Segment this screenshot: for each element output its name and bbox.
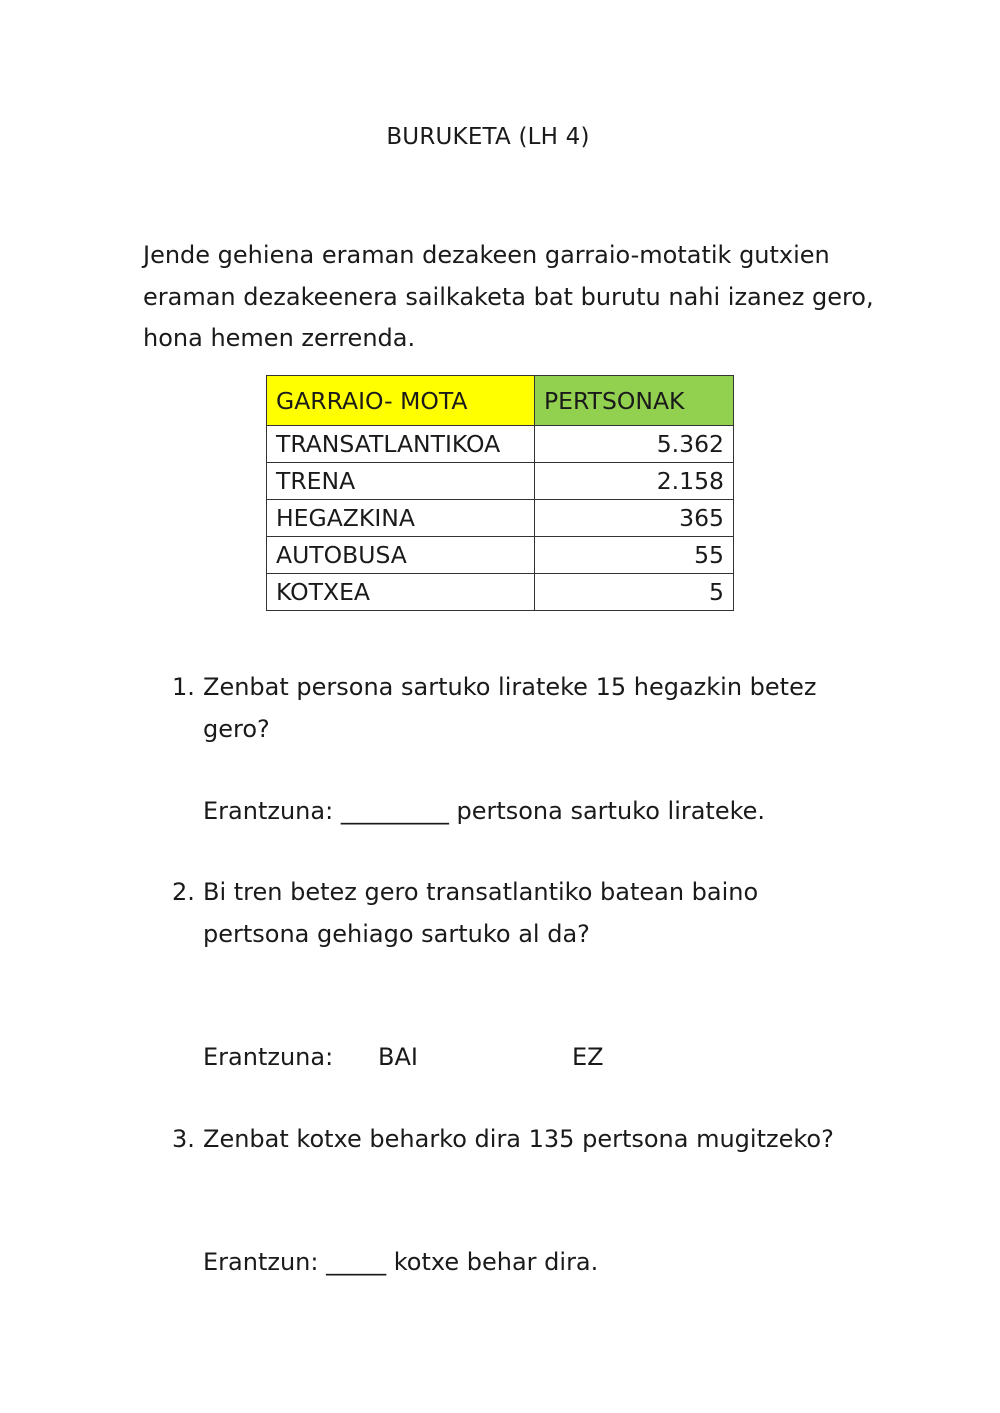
question-line: gero? [203,714,270,743]
cell-pertsonak [535,463,734,500]
answer-blank[interactable]: _________ [340,797,449,825]
page-title: BURUKETA (LH 4) [386,124,590,150]
table-row [267,574,734,611]
table-row [267,463,734,500]
intro-paragraph [143,235,883,360]
question-text [203,667,872,750]
question-3 [172,1119,872,1161]
cell-mota: KOTXEA [267,574,535,611]
question-line: Zenbat persona sartuko lirateke 15 hegazkin betez [203,673,817,701]
cell-pertsonak [535,574,734,611]
answer-1 [203,794,765,828]
answer-2 [203,1040,604,1074]
intro-line: Jende gehiena eraman dezakeen garraio-motatik gutxien [143,241,830,269]
answer-3 [203,1245,598,1279]
cell-mota: TRENA [267,463,535,500]
table-row [267,426,734,463]
option-bai[interactable]: BAI [378,1043,418,1071]
answer-suffix: kotxe behar dira. [393,1248,599,1276]
cell-pertsonak [535,500,734,537]
table-row [267,500,734,537]
cell-mota: TRANSATLANTIKOA [267,426,535,463]
transport-table [266,375,734,611]
cell-value: 55 [694,541,724,569]
cell-pertsonak [535,537,734,574]
cell-value: 5.362 [656,430,724,458]
cell-value: 365 [679,504,724,532]
question-line: Bi tren betez gero transatlantiko batean baino [203,878,759,906]
question-line: Zenbat kotxe beharko dira 135 pertsona mugitzeko? [203,1125,834,1153]
intro-line: eraman dezakeenera sailkaketa bat burutu nahi izanez gero, [143,282,874,311]
question-line: pertsona gehiago sartuko al da? [203,919,590,948]
question-number: 2. [172,878,195,906]
answer-label: Erantzuna: [203,1043,334,1071]
table-header-row [267,376,734,426]
answer-blank[interactable]: _____ [326,1248,387,1276]
question-number: 1. [172,673,195,701]
answer-label: Erantzuna: [203,797,334,825]
cell-mota: HEGAZKINA [267,500,535,537]
question-1 [172,667,872,750]
cell-pertsonak [535,426,734,463]
question-number: 3. [172,1125,195,1153]
question-2 [172,872,872,955]
answer-suffix: pertsona sartuko lirateke. [456,797,766,825]
intro-line: hona hemen zerrenda. [143,324,416,352]
table-row [267,537,734,574]
question-text [203,872,872,955]
cell-value: 5 [709,578,724,606]
cell-mota: AUTOBUSA [267,537,535,574]
header-garraio-mota: GARRAIO- MOTA [267,376,535,426]
header-pertsonak: PERTSONAK [535,376,734,426]
option-ez[interactable]: EZ [572,1043,604,1071]
answer-label: Erantzun: [203,1248,319,1276]
question-text [203,1119,872,1161]
cell-value: 2.158 [656,467,724,495]
